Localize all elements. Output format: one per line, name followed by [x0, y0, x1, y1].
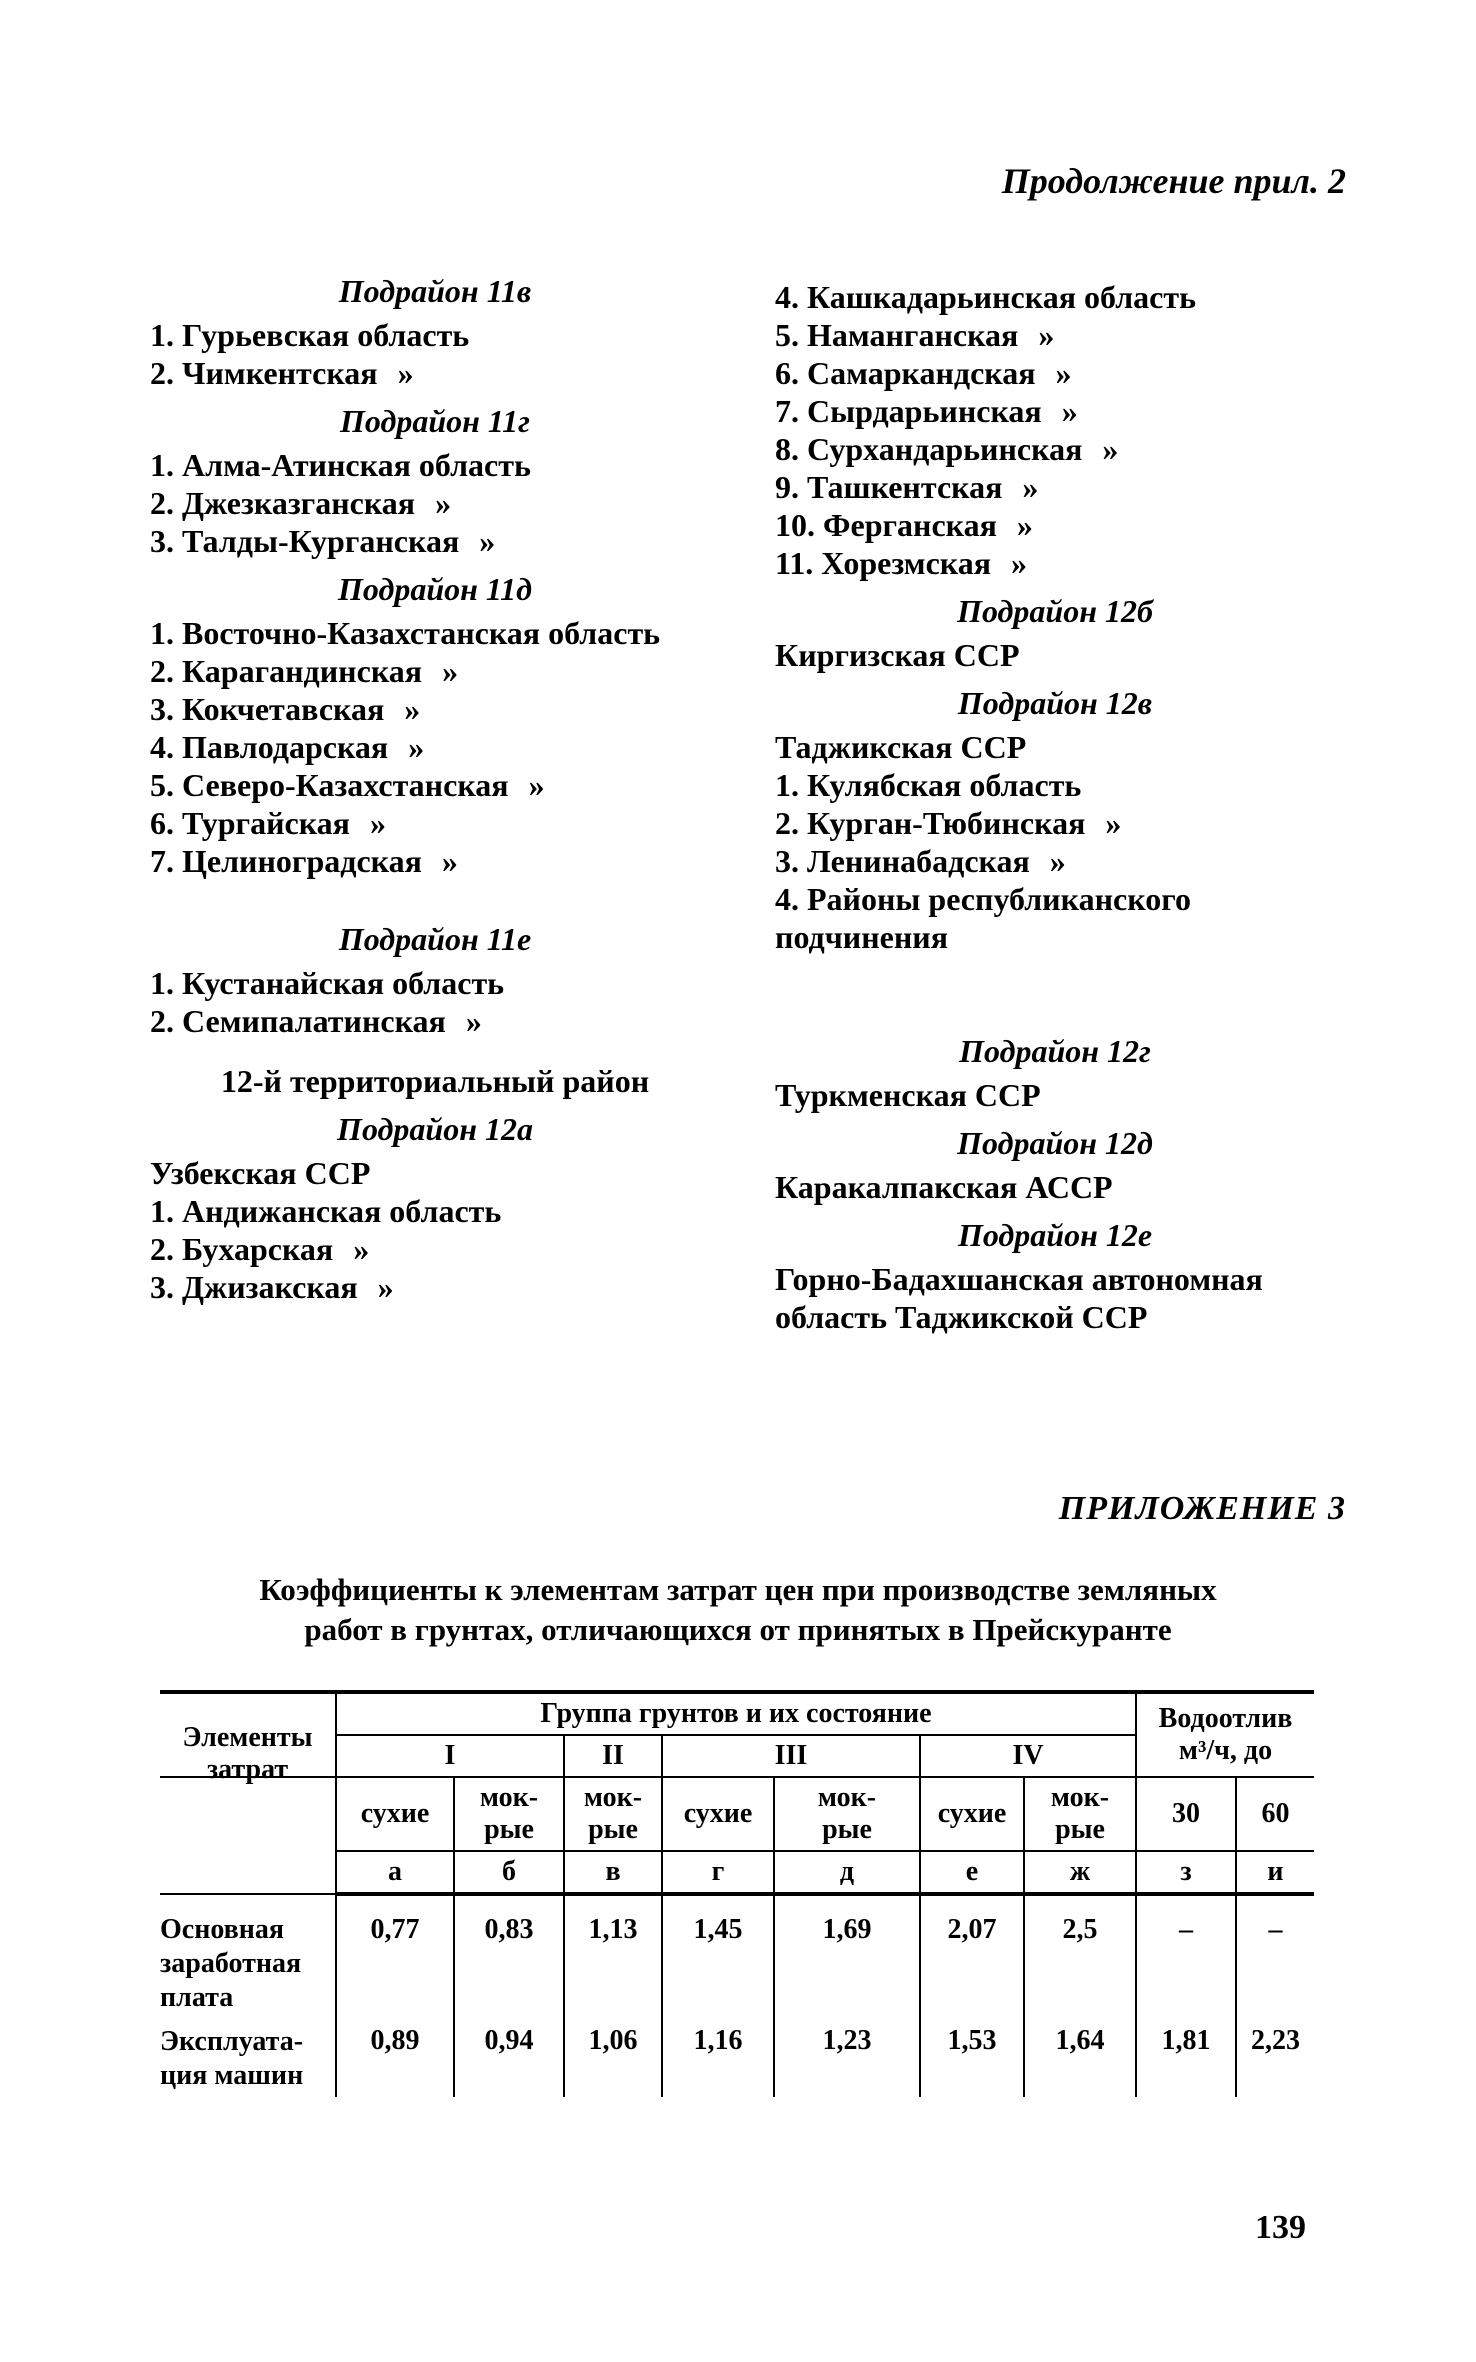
list-item: 2. Джезказганская »: [150, 485, 452, 521]
list-item: 2. Чимкентская »: [150, 355, 414, 391]
list-item: 4. Павлодарская »: [150, 729, 425, 765]
list-item: 2. Карагандинская »: [150, 653, 459, 689]
coefficients-table: [160, 1690, 1314, 2097]
republic-name: Киргизская ССР: [775, 637, 1020, 673]
table-cell: –: [1136, 1894, 1236, 2019]
column-letter: з: [1136, 1851, 1236, 1894]
republic-name: Узбекская ССР: [150, 1155, 371, 1191]
list-item: подчинения: [775, 919, 949, 955]
table-cell: 1,23: [774, 2019, 920, 2097]
region-name: Горно-Бадахшанская автономная: [775, 1261, 1263, 1297]
column-letter: д: [774, 1851, 920, 1894]
table-cell: 0,94: [454, 2019, 564, 2097]
page-number: 139: [1255, 2209, 1306, 2246]
list-item: 1. Восточно-Казахстанская область: [150, 615, 661, 651]
table-cell: 0,83: [454, 1894, 564, 2019]
column-letter: и: [1236, 1851, 1314, 1894]
table-cell: 1,06: [564, 2019, 662, 2097]
column-letter: ж: [1024, 1851, 1136, 1894]
table-cell: 2,07: [920, 1894, 1024, 2019]
republic-name: Таджикская ССР: [775, 729, 1027, 765]
left-column: [150, 262, 720, 1306]
subregion-12b-title: Подрайон 12б: [957, 593, 1153, 629]
table-cell: 0,89: [336, 2019, 454, 2097]
list-item: 8. Сурхандарьинская »: [775, 431, 1119, 467]
subregion-12e-title: Подрайон 12е: [957, 1217, 1153, 1253]
table-cell: 1,69: [774, 1894, 920, 2019]
subregion-11g-title: Подрайон 11г: [340, 403, 530, 439]
list-item: 3. Джизакская »: [150, 1269, 394, 1305]
list-item: 9. Ташкентская »: [775, 469, 1039, 505]
subregion-12d-title: Подрайон 12д: [957, 1125, 1153, 1161]
subregion-12g-title: Подрайон 12г: [959, 1033, 1151, 1069]
republic-name: Туркменская ССР: [775, 1077, 1041, 1113]
list-item: 3. Талды-Курганская »: [150, 523, 496, 559]
table-row: [160, 2019, 1314, 2097]
list-item: 7. Сырдарьинская »: [775, 393, 1078, 429]
row-label: Основная заработная плата: [160, 1894, 336, 2019]
header-drainage: Водоотлив м³/ч, до: [1136, 1692, 1314, 1777]
list-item: 1. Гурьевская область: [150, 317, 470, 353]
list-item: 2. Семипалатинская »: [150, 1003, 482, 1039]
state-dry: сухие: [336, 1777, 454, 1851]
column-letter: е: [920, 1851, 1024, 1894]
state-wet: мок- рые: [454, 1777, 564, 1851]
state-dry: сухие: [662, 1777, 774, 1851]
group-III: III: [662, 1735, 920, 1777]
group-IV: IV: [920, 1735, 1136, 1777]
appendix-label: ПРИЛОЖЕНИЕ 3: [1058, 1490, 1346, 1527]
subregion-11v-title: Подрайон 11в: [338, 273, 532, 309]
group-I: I: [336, 1735, 564, 1777]
list-item: 4. Кашкадарьинская область: [775, 279, 1196, 315]
table-title-line: Коэффициенты к элементам затрат цен при производстве земляных: [259, 1572, 1217, 1607]
table-cell: 2,5: [1024, 1894, 1136, 2019]
list-item: 4. Районы республиканского: [775, 881, 1191, 917]
drain-60: 60: [1236, 1777, 1314, 1851]
state-wet: мок- рые: [1024, 1777, 1136, 1851]
table-cell: 1,16: [662, 2019, 774, 2097]
list-item: 2. Бухарская »: [150, 1231, 370, 1267]
column-letter: в: [564, 1851, 662, 1894]
table-cell: 2,23: [1236, 2019, 1314, 2097]
region-12-title: 12-й территориальный район: [220, 1063, 650, 1099]
list-item: 6. Самаркандская »: [775, 355, 1072, 391]
list-item: 11. Хорезмская »: [775, 545, 1028, 581]
table-cell: 1,81: [1136, 2019, 1236, 2097]
table-title-line: работ в грунтах, отличающихся от принятых в Прейскуранте: [304, 1612, 1172, 1647]
table-cell: –: [1236, 1894, 1314, 2019]
header-soil-group: Группа грунтов и их состояние: [336, 1692, 1136, 1735]
row-label: Эксплуата- ция машин: [160, 2019, 336, 2097]
subregion-12a-title: Подрайон 12а: [337, 1111, 533, 1147]
table-cell: 1,64: [1024, 2019, 1136, 2097]
table-cell: 0,77: [336, 1894, 454, 2019]
table-title: [150, 1570, 1326, 1650]
table-cell: 1,45: [662, 1894, 774, 2019]
list-item: 5. Северо-Казахстанская »: [150, 767, 545, 803]
list-item: 1. Кустанайская область: [150, 965, 505, 1001]
list-item: 7. Целиноградская »: [150, 843, 458, 879]
list-item: 1. Андижанская область: [150, 1193, 502, 1229]
region-name: область Таджикской ССР: [775, 1299, 1148, 1335]
header-elements-label: Элементы затрат: [160, 1777, 336, 1894]
table-row: [160, 1894, 1314, 2019]
column-letter: б: [454, 1851, 564, 1894]
subregion-12v-title: Подрайон 12в: [957, 685, 1153, 721]
list-item: 3. Ленинабадская »: [775, 843, 1066, 879]
list-item: 1. Алма-Атинская область: [150, 447, 531, 483]
state-wet: мок- рые: [774, 1777, 920, 1851]
list-item: 5. Наманганская »: [775, 317, 1055, 353]
table-cell: 1,13: [564, 1894, 662, 2019]
column-letter: г: [662, 1851, 774, 1894]
subregion-11e-title: Подрайон 11е: [338, 921, 532, 957]
table-cell: 1,53: [920, 2019, 1024, 2097]
republic-name: Каракалпакская АССР: [775, 1169, 1113, 1205]
right-column: [775, 278, 1335, 1336]
drain-30: 30: [1136, 1777, 1236, 1851]
subregion-11d-title: Подрайон 11д: [337, 571, 532, 607]
list-item: 2. Курган-Тюбинская »: [775, 805, 1122, 841]
state-dry: сухие: [920, 1777, 1024, 1851]
list-item: 10. Ферганская »: [775, 507, 1033, 543]
list-item: 1. Кулябская область: [775, 767, 1082, 803]
column-letter: а: [336, 1851, 454, 1894]
list-item: 6. Тургайская »: [150, 805, 386, 841]
state-wet: мок- рые: [564, 1777, 662, 1851]
running-header: Продолжение прил. 2: [1001, 161, 1346, 201]
list-item: 3. Кокчетавская »: [150, 691, 421, 727]
group-II: II: [564, 1735, 662, 1777]
